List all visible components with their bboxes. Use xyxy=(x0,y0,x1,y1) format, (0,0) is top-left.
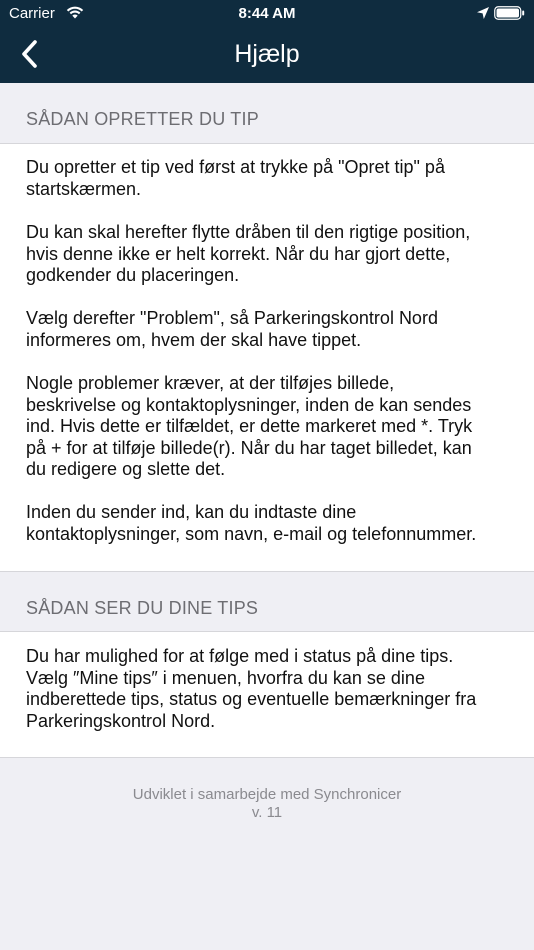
help-paragraph: Nogle problemer kræver, at der tilføjes billede, beskrivelse og kontaktoplysninger, inden de kan sendes ind. Hvis dette er tilfældet, er dette markeret med *. Tryk på + for at tilføje billede(r). Når du har taget billedet, kan du redigere og slette det. xyxy=(26,373,473,479)
footer-version: v. 11 xyxy=(251,804,283,821)
page-title: Hjælp xyxy=(234,40,300,68)
location-arrow-icon xyxy=(476,6,490,20)
help-paragraph: Inden du sender ind, kan du indtaste dine kontaktoplysninger, som navn, e-mail og telefonnummer. xyxy=(26,502,477,544)
section-body-create-tip xyxy=(0,144,534,572)
status-time: 8:44 AM xyxy=(238,5,296,22)
section-title: SÅDAN SER DU DINE TIPS xyxy=(26,598,259,618)
status-bar xyxy=(0,0,534,28)
footer-credit: Udviklet i samarbejde med Synchronicer xyxy=(132,786,402,803)
section-header-view-tips xyxy=(0,572,534,632)
top-bar xyxy=(0,0,534,83)
navigation-bar xyxy=(0,28,534,83)
battery-icon xyxy=(494,6,525,20)
carrier-label: Carrier xyxy=(9,5,55,22)
help-paragraph: Vælg derefter "Problem", så Parkeringskontrol Nord informeres om, hvem der skal have tippet. xyxy=(26,308,438,350)
section-title: SÅDAN OPRETTER DU TIP xyxy=(26,109,259,129)
help-paragraph: Du opretter et tip ved først at trykke på "Opret tip" på startskærmen. xyxy=(26,157,445,199)
help-paragraph: Du har mulighed for at følge med i status på dine tips. Vælg ″Mine tips″ i menuen, hvorfra du kan se dine indberettede tips, status og eventuelle bemærkninger fra Parkeringskontrol Nord. xyxy=(26,646,477,731)
section-header-create-tip xyxy=(0,83,534,144)
help-paragraph: Du kan skal herefter flytte dråben til den rigtige position, hvis denne ikke er helt korrekt. Når du har gjort dette, godkender du placeringen. xyxy=(26,222,471,285)
section-body-view-tips xyxy=(0,632,534,758)
